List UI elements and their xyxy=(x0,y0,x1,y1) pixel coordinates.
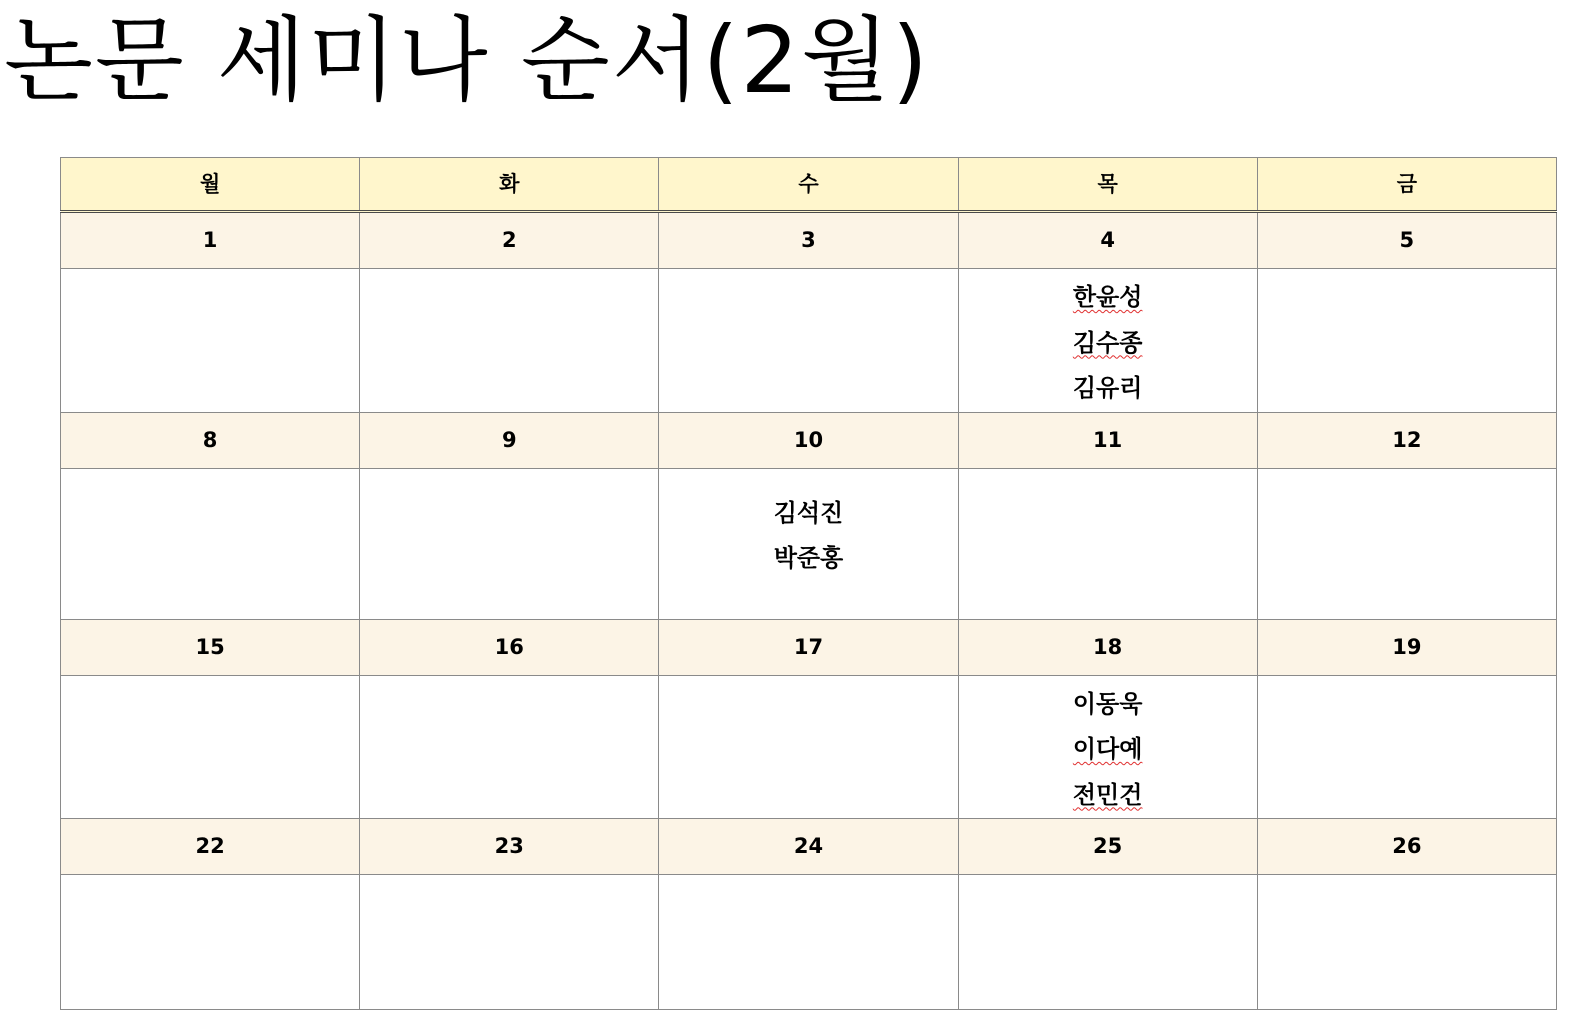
presenter-name: 전민건 xyxy=(1072,780,1143,809)
date-cell: 9 xyxy=(360,412,659,468)
date-cell: 4 xyxy=(958,212,1257,269)
day-content-cell[interactable] xyxy=(1257,269,1556,413)
date-cell: 3 xyxy=(659,212,958,269)
date-cell: 11 xyxy=(958,412,1257,468)
day-content-cell[interactable] xyxy=(61,468,360,619)
day-content-cell[interactable] xyxy=(958,675,1257,819)
day-content-cell[interactable] xyxy=(1257,875,1556,1010)
date-cell: 18 xyxy=(958,619,1257,675)
date-cell: 17 xyxy=(659,619,958,675)
date-cell: 19 xyxy=(1257,619,1556,675)
date-row-week-3 xyxy=(61,619,1557,675)
day-content-cell[interactable] xyxy=(61,875,360,1010)
date-cell: 8 xyxy=(61,412,360,468)
day-content-cell[interactable] xyxy=(958,269,1257,413)
day-content-cell[interactable] xyxy=(1257,675,1556,819)
day-content-cell[interactable] xyxy=(1257,468,1556,619)
date-cell: 2 xyxy=(360,212,659,269)
day-content-cell[interactable] xyxy=(659,675,958,819)
day-content-cell[interactable] xyxy=(360,269,659,413)
weekday-header-wed: 수 xyxy=(659,158,958,212)
day-content-cell[interactable] xyxy=(360,675,659,819)
content-row-week-3 xyxy=(61,675,1557,819)
day-content-cell[interactable] xyxy=(958,875,1257,1010)
date-cell: 24 xyxy=(659,819,958,875)
presenter-name: 이동욱 xyxy=(1072,689,1143,718)
day-content-cell[interactable] xyxy=(958,468,1257,619)
presenter-name: 박준홍 xyxy=(773,544,844,572)
date-cell: 25 xyxy=(958,819,1257,875)
date-cell: 23 xyxy=(360,819,659,875)
page-title: 논문 세미나 순서(2월) xyxy=(4,7,930,114)
weekday-header-tue: 화 xyxy=(360,158,659,212)
presenter-name: 김석진 xyxy=(773,498,844,527)
weekday-header-thu: 목 xyxy=(958,158,1257,212)
day-content-cell[interactable] xyxy=(61,675,360,819)
content-row-week-1 xyxy=(61,269,1557,413)
presenter-name: 김유리 xyxy=(1072,374,1143,402)
date-cell: 16 xyxy=(360,619,659,675)
day-content-cell[interactable] xyxy=(61,269,360,413)
day-content-cell[interactable] xyxy=(360,875,659,1010)
seminar-calendar-table xyxy=(60,157,1557,1010)
date-cell: 12 xyxy=(1257,412,1556,468)
day-content-cell[interactable] xyxy=(659,468,958,619)
date-cell: 22 xyxy=(61,819,360,875)
date-row-week-1 xyxy=(61,212,1557,269)
date-cell: 15 xyxy=(61,619,360,675)
weekday-header-mon: 월 xyxy=(61,158,360,212)
content-row-week-4 xyxy=(61,875,1557,1010)
date-cell: 26 xyxy=(1257,819,1556,875)
day-content-cell[interactable] xyxy=(659,875,958,1010)
presenter-name: 김수종 xyxy=(1072,328,1143,357)
day-content-cell[interactable] xyxy=(360,468,659,619)
date-cell: 1 xyxy=(61,212,360,269)
date-row-week-4 xyxy=(61,819,1557,875)
day-content-cell[interactable] xyxy=(659,269,958,413)
presenter-name: 이다예 xyxy=(1072,735,1143,763)
weekday-header-row xyxy=(61,158,1557,212)
date-row-week-2 xyxy=(61,412,1557,468)
presenter-name: 한윤성 xyxy=(1072,283,1143,311)
date-cell: 5 xyxy=(1257,212,1556,269)
content-row-week-2 xyxy=(61,468,1557,619)
weekday-header-fri: 금 xyxy=(1257,158,1556,212)
date-cell: 10 xyxy=(659,412,958,468)
